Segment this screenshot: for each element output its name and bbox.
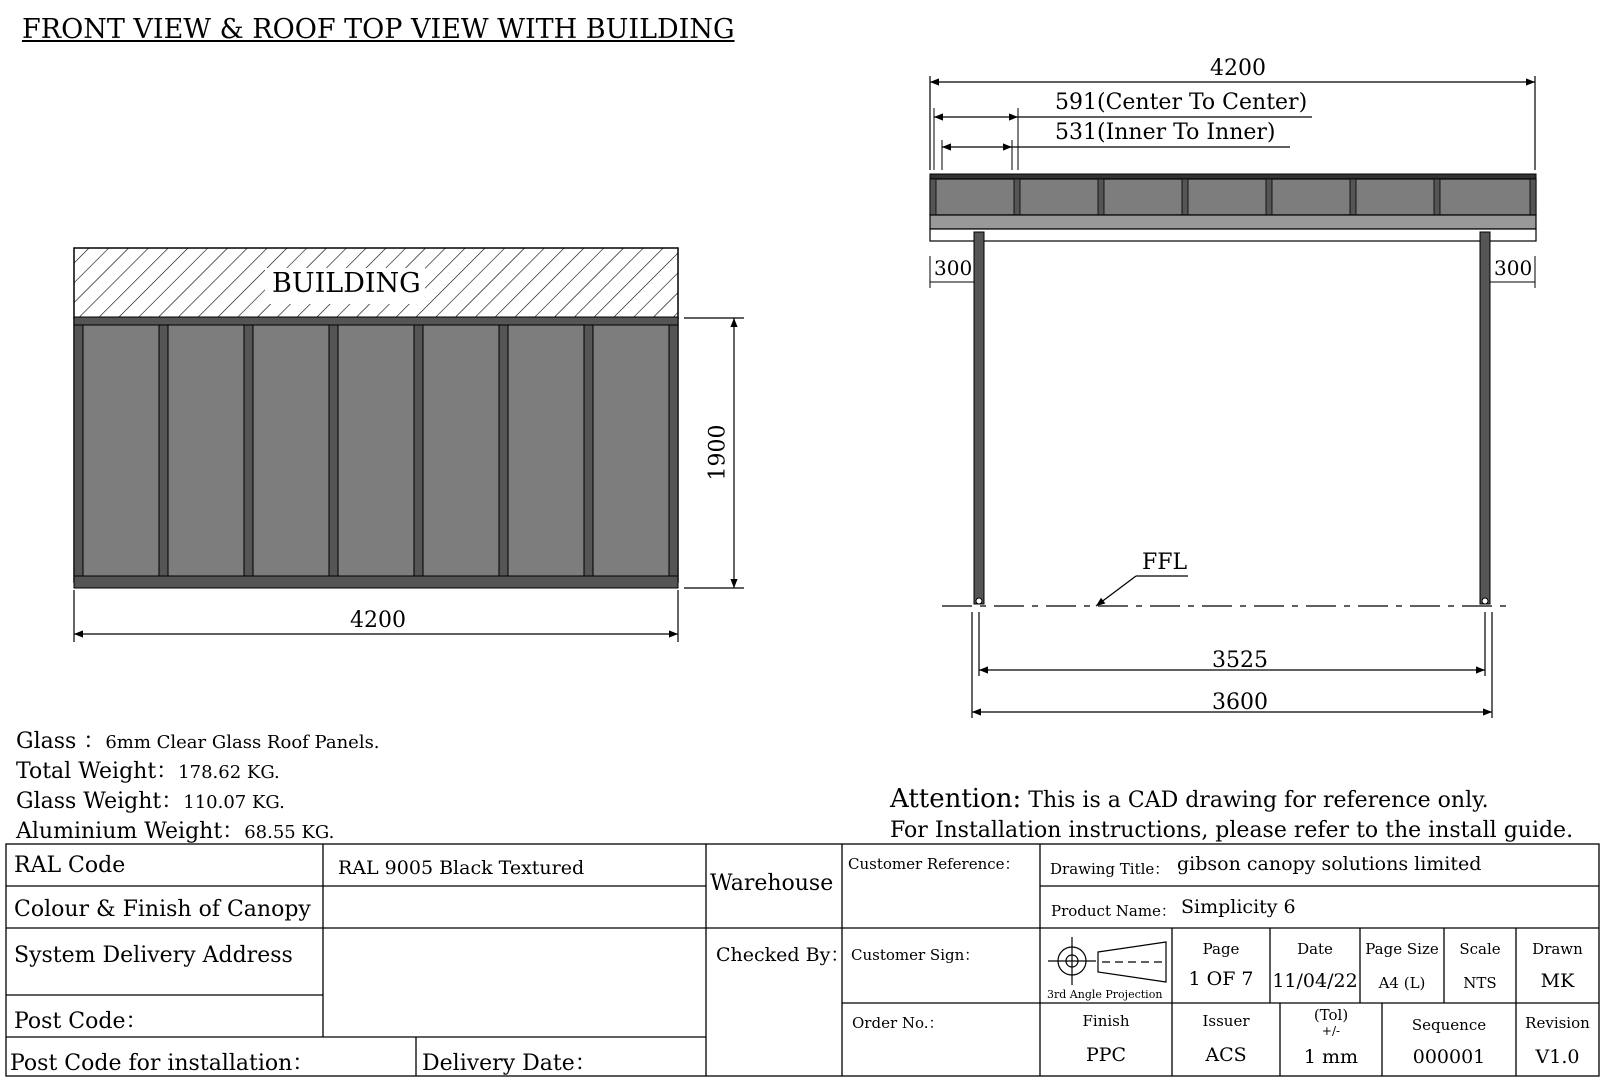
top-view (930, 76, 1536, 718)
warehouse-label: Warehouse (710, 871, 834, 896)
note-glass-weight: Glass Weight：110.07 KG. (16, 789, 285, 814)
page-value: 1 OF 7 (1188, 968, 1254, 990)
bottom-rail (74, 576, 678, 588)
attention-line1: Attention: This is a CAD drawing for reference only. (890, 784, 1489, 814)
roof-gutter (930, 215, 1536, 229)
drawn-label: Drawn (1532, 940, 1583, 958)
tol-sign: +/- (1321, 1024, 1341, 1038)
projection-symbol (1048, 937, 1166, 985)
top-overall-dimension: 4200 (1210, 56, 1266, 81)
ral-code-label: RAL Code (14, 853, 126, 878)
checked-by-label: Checked By： (716, 944, 850, 966)
page-size-value: A4 (L) (1378, 974, 1426, 992)
customer-sign-label: Customer Sign： (851, 946, 980, 964)
drawing-title-value: gibson canopy solutions limited (1177, 853, 1482, 875)
revision-label: Revision (1525, 1014, 1590, 1032)
right-overhang-dimension: 300 (1494, 256, 1533, 280)
finish-label: Finish (1082, 1012, 1130, 1030)
scale-label: Scale (1459, 940, 1501, 958)
note-glass: Glass ：6mm Clear Glass Roof Panels. (16, 729, 380, 754)
colour-finish-label: Colour & Finish of Canopy (14, 897, 311, 922)
sequence-value: 000001 (1412, 1046, 1486, 1068)
front-view (74, 248, 744, 642)
page-size-label: Page Size (1365, 940, 1439, 958)
product-name-label: Product Name： (1051, 902, 1176, 920)
ral-code-value: RAL 9005 Black Textured (338, 857, 585, 879)
left-post (974, 232, 984, 604)
page-title: FRONT VIEW & ROOF TOP VIEW WITH BUILDING (22, 14, 735, 45)
projection-label: 3rd Angle Projection (1047, 988, 1163, 1001)
inner-span-dimension: 3525 (1212, 648, 1268, 673)
note-aluminium-weight: Aluminium Weight：68.55 KG. (16, 819, 335, 844)
left-overhang-dimension: 300 (934, 256, 973, 280)
attention-line2: For Installation instructions, please refer to the install guide. (890, 818, 1574, 843)
building-label: BUILDING (272, 268, 421, 299)
drawing-title-label: Drawing Title： (1050, 860, 1170, 878)
post-code-label: Post Code： (14, 1009, 148, 1034)
page-label: Page (1202, 940, 1240, 958)
product-name-value: Simplicity 6 (1181, 896, 1296, 918)
post-code-install-label: Post Code for installation： (10, 1051, 315, 1076)
right-post (1480, 232, 1490, 604)
ffl-label: FFL (1142, 550, 1188, 575)
roof-glass-strip (930, 179, 1536, 215)
revision-value: V1.0 (1535, 1046, 1580, 1068)
scale-value: NTS (1463, 974, 1497, 992)
delivery-address-label: System Delivery Address (14, 943, 293, 968)
delivery-date-label: Delivery Date： (422, 1051, 597, 1076)
front-height-dimension: 1900 (705, 424, 731, 481)
date-label: Date (1297, 940, 1333, 958)
date-value: 11/04/22 (1272, 970, 1358, 992)
note-total-weight: Total Weight：178.62 KG. (16, 759, 280, 784)
finish-value: PPC (1085, 1044, 1127, 1066)
center-to-center-dimension: 591(Center To Center) (1055, 90, 1308, 115)
issuer-value: ACS (1205, 1044, 1247, 1066)
roof-front-bar (930, 174, 1536, 179)
top-rail (74, 317, 678, 325)
customer-reference-label: Customer Reference： (848, 855, 1020, 873)
issuer-label: Issuer (1202, 1012, 1250, 1030)
order-no-label: Order No.： (852, 1014, 944, 1032)
roof-beam (930, 229, 1536, 241)
outer-span-dimension: 3600 (1212, 690, 1268, 715)
front-width-dimension: 4200 (350, 608, 406, 633)
drawn-value: MK (1540, 970, 1575, 992)
tol-value: 1 mm (1303, 1046, 1359, 1068)
ffl-leader (1096, 576, 1136, 606)
inner-to-inner-dimension: 531(Inner To Inner) (1055, 120, 1276, 145)
tol-label: (Tol) (1313, 1006, 1349, 1024)
sequence-label: Sequence (1411, 1016, 1487, 1034)
